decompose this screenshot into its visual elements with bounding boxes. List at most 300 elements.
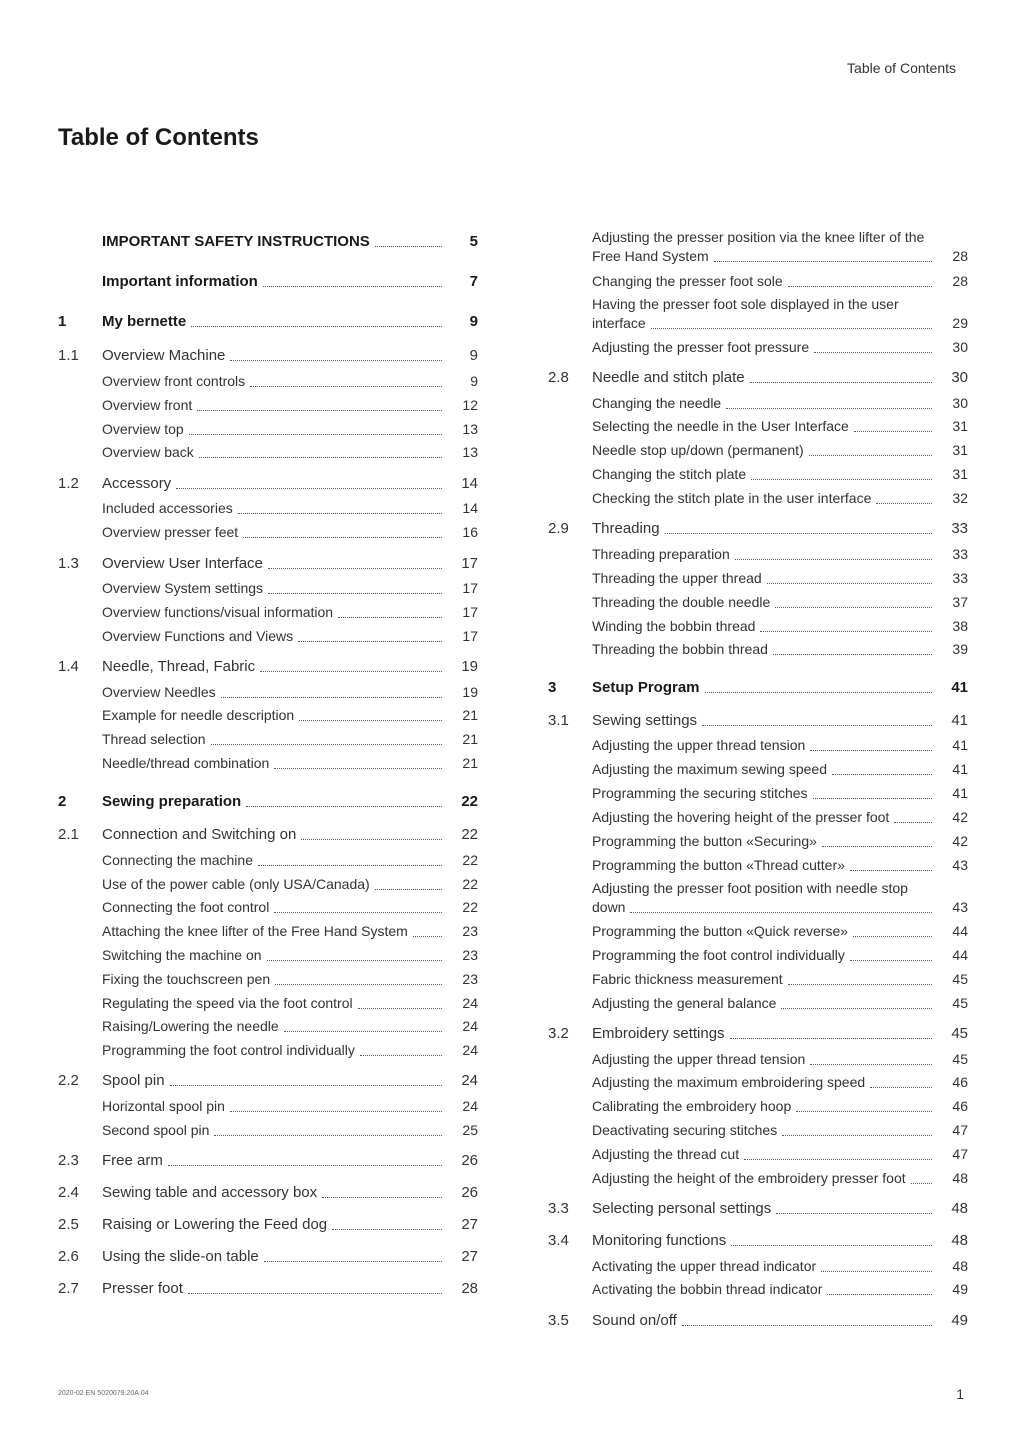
toc-entry-page: 42 bbox=[952, 809, 968, 825]
toc-entry-number: 2.8 bbox=[548, 369, 569, 386]
toc-entry[interactable] bbox=[548, 295, 968, 333]
toc-entry-number: 1.4 bbox=[58, 658, 79, 675]
dot-leader bbox=[813, 797, 932, 799]
toc-entry[interactable] bbox=[58, 627, 478, 646]
toc-entry[interactable] bbox=[58, 1151, 478, 1170]
toc-entry-page: 46 bbox=[952, 1098, 968, 1114]
dot-leader bbox=[413, 935, 442, 937]
toc-entry-title: Sewing preparation bbox=[102, 793, 242, 810]
toc-entry[interactable] bbox=[58, 1121, 478, 1140]
dot-leader bbox=[230, 359, 442, 361]
toc-entry-title: Accessory bbox=[102, 475, 172, 492]
dot-leader bbox=[809, 454, 932, 456]
toc-entry-page: 31 bbox=[952, 466, 968, 482]
toc-entry[interactable] bbox=[58, 232, 478, 251]
toc-entry-title: Overview functions/visual information bbox=[102, 604, 334, 620]
dot-leader bbox=[726, 407, 932, 409]
toc-entry-title: Overview Functions and Views bbox=[102, 628, 294, 644]
dot-leader bbox=[850, 869, 932, 871]
toc-entry[interactable] bbox=[548, 593, 968, 612]
toc-entry-title: Monitoring functions bbox=[592, 1232, 727, 1249]
dot-leader bbox=[274, 911, 442, 913]
toc-entry[interactable] bbox=[58, 946, 478, 965]
dot-leader bbox=[191, 325, 442, 327]
toc-entry-page: 21 bbox=[462, 731, 478, 747]
toc-entry[interactable] bbox=[58, 443, 478, 462]
toc-entry[interactable] bbox=[548, 1169, 968, 1188]
toc-entry-page: 13 bbox=[462, 421, 478, 437]
toc-entry[interactable] bbox=[58, 754, 478, 773]
toc-entry-page: 30 bbox=[951, 369, 968, 386]
toc-entry-title: Switching the machine on bbox=[102, 947, 262, 963]
toc-entry[interactable] bbox=[548, 994, 968, 1013]
toc-entry-title: Threading bbox=[592, 520, 660, 537]
dot-leader bbox=[260, 670, 442, 672]
toc-entry-page: 9 bbox=[469, 313, 478, 330]
toc-entry[interactable] bbox=[548, 489, 968, 508]
running-header: Table of Contents bbox=[847, 60, 956, 76]
toc-entry[interactable] bbox=[58, 523, 478, 542]
toc-entry[interactable] bbox=[548, 784, 968, 803]
dot-leader bbox=[243, 536, 442, 538]
toc-entry[interactable] bbox=[548, 640, 968, 659]
toc-entry-number: 2.2 bbox=[58, 1072, 79, 1089]
toc-entry[interactable] bbox=[548, 338, 968, 357]
toc-entry-title: Winding the bobbin thread bbox=[592, 618, 756, 634]
toc-entry[interactable] bbox=[548, 441, 968, 460]
toc-entry[interactable] bbox=[548, 368, 968, 387]
toc-entry-number: 1.3 bbox=[58, 555, 79, 572]
toc-entry-page: 49 bbox=[951, 1312, 968, 1329]
toc-entry[interactable] bbox=[548, 1073, 968, 1092]
toc-entry-title: Adjusting the hovering height of the presser foot bbox=[592, 809, 890, 825]
toc-entry[interactable] bbox=[58, 312, 478, 331]
toc-entry[interactable] bbox=[548, 1257, 968, 1276]
dot-leader bbox=[630, 911, 932, 913]
page-number: 1 bbox=[956, 1386, 964, 1402]
toc-entry-page: 48 bbox=[952, 1170, 968, 1186]
toc-entry-page: 24 bbox=[461, 1072, 478, 1089]
toc-entry-title: Adjusting the upper thread tension bbox=[592, 737, 806, 753]
toc-entry[interactable] bbox=[548, 569, 968, 588]
dot-leader bbox=[832, 773, 932, 775]
toc-entry-page: 16 bbox=[462, 524, 478, 540]
toc-entry[interactable] bbox=[548, 970, 968, 989]
toc-entry[interactable] bbox=[58, 898, 478, 917]
dot-leader bbox=[876, 502, 932, 504]
toc-entry-number: 1.2 bbox=[58, 475, 79, 492]
dot-leader bbox=[332, 1228, 442, 1230]
toc-entry-title: Adjusting the maximum embroidering speed bbox=[592, 1074, 866, 1090]
toc-entry-title: Connecting the machine bbox=[102, 852, 253, 868]
dot-leader bbox=[651, 327, 932, 329]
toc-entry-title: Programming the foot control individually bbox=[592, 947, 845, 963]
dot-leader bbox=[168, 1164, 442, 1166]
toc-entry-number: 2.6 bbox=[58, 1248, 79, 1265]
toc-entry[interactable] bbox=[548, 856, 968, 875]
toc-entry[interactable] bbox=[58, 851, 478, 870]
dot-leader bbox=[731, 1244, 932, 1246]
toc-entry-page: 45 bbox=[952, 971, 968, 987]
toc-entry[interactable] bbox=[548, 922, 968, 941]
toc-entry-title: Regulating the speed via the foot control bbox=[102, 995, 353, 1011]
dot-leader bbox=[682, 1324, 932, 1326]
toc-entry-title: Activating the upper thread indicator bbox=[592, 1258, 817, 1274]
dot-leader bbox=[767, 582, 932, 584]
toc-entry[interactable] bbox=[548, 519, 968, 538]
dot-leader bbox=[275, 983, 442, 985]
toc-entry-page: 27 bbox=[461, 1248, 478, 1265]
toc-entry-title: Having the presser foot sole displayed in the user bbox=[592, 296, 899, 312]
toc-entry-page: 24 bbox=[462, 1042, 478, 1058]
toc-entry-page: 30 bbox=[952, 395, 968, 411]
toc-entry[interactable] bbox=[58, 346, 478, 365]
toc-entry[interactable] bbox=[58, 1279, 478, 1298]
toc-entry-number: 3.5 bbox=[548, 1312, 569, 1329]
toc-entry-title: Changing the stitch plate bbox=[592, 466, 747, 482]
dot-leader bbox=[268, 592, 442, 594]
dot-leader bbox=[775, 606, 932, 608]
toc-entry[interactable] bbox=[58, 499, 478, 518]
toc-entry-number: 2 bbox=[58, 793, 67, 810]
toc-entry[interactable] bbox=[548, 736, 968, 755]
toc-entry[interactable] bbox=[58, 1017, 478, 1036]
toc-entry-page: 19 bbox=[461, 658, 478, 675]
toc-entry-title: Using the slide-on table bbox=[102, 1248, 259, 1265]
toc-entry-title: Needle stop up/down (permanent) bbox=[592, 442, 804, 458]
dot-leader bbox=[822, 845, 932, 847]
toc-entry[interactable] bbox=[58, 579, 478, 598]
dot-leader bbox=[264, 1260, 442, 1262]
toc-entry-title-continued: Free Hand System bbox=[592, 248, 709, 264]
toc-entry-title: Adjusting the presser foot pressure bbox=[592, 339, 810, 355]
dot-leader bbox=[199, 456, 442, 458]
toc-entry-page: 38 bbox=[952, 618, 968, 634]
dot-leader bbox=[176, 487, 442, 489]
toc-entry[interactable] bbox=[58, 922, 478, 941]
toc-entry-page: 43 bbox=[952, 899, 968, 915]
dot-leader bbox=[258, 864, 442, 866]
dot-leader bbox=[246, 805, 442, 807]
dot-leader bbox=[751, 478, 932, 480]
toc-entry-title: Programming the button «Quick reverse» bbox=[592, 923, 849, 939]
toc-entry-title: Changing the presser foot sole bbox=[592, 273, 783, 289]
toc-entry-page: 24 bbox=[462, 995, 478, 1011]
dot-leader bbox=[788, 285, 932, 287]
toc-entry-page: 23 bbox=[462, 971, 478, 987]
toc-entry-page: 14 bbox=[462, 500, 478, 516]
toc-entry[interactable] bbox=[548, 1231, 968, 1250]
toc-entry-title: Needle/thread combination bbox=[102, 755, 270, 771]
toc-entry-page: 27 bbox=[461, 1216, 478, 1233]
dot-leader bbox=[850, 959, 932, 961]
toc-entry-page: 7 bbox=[469, 273, 478, 290]
toc-entry[interactable] bbox=[58, 1247, 478, 1266]
toc-entry[interactable] bbox=[58, 825, 478, 844]
dot-leader bbox=[338, 616, 442, 618]
dot-leader bbox=[773, 653, 932, 655]
toc-entry-title: Use of the power cable (only USA/Canada) bbox=[102, 876, 370, 892]
toc-entry[interactable] bbox=[548, 678, 968, 697]
toc-entry-number: 2.9 bbox=[548, 520, 569, 537]
toc-entry-title: Overview System settings bbox=[102, 580, 264, 596]
toc-entry-page: 29 bbox=[952, 315, 968, 331]
toc-entry-page: 22 bbox=[462, 852, 478, 868]
toc-entry-title: Selecting personal settings bbox=[592, 1200, 772, 1217]
toc-entry[interactable] bbox=[58, 706, 478, 725]
toc-entry-page: 41 bbox=[951, 712, 968, 729]
toc-entry-title: Sound on/off bbox=[592, 1312, 677, 1329]
toc-entry-number: 1.1 bbox=[58, 347, 79, 364]
toc-entry-page: 45 bbox=[951, 1025, 968, 1042]
toc-entry[interactable] bbox=[548, 465, 968, 484]
toc-entry-page: 17 bbox=[462, 628, 478, 644]
toc-entry-page: 14 bbox=[461, 475, 478, 492]
toc-entry-title: Overview Machine bbox=[102, 347, 226, 364]
dot-leader bbox=[796, 1110, 932, 1112]
dot-leader bbox=[299, 719, 442, 721]
toc-entry-title-continued: down bbox=[592, 899, 626, 915]
toc-entry[interactable] bbox=[58, 970, 478, 989]
toc-entry-title: Embroidery settings bbox=[592, 1025, 725, 1042]
toc-entry-page: 23 bbox=[462, 923, 478, 939]
dot-leader bbox=[788, 983, 932, 985]
toc-entry-page: 32 bbox=[952, 490, 968, 506]
toc-entry-title: Sewing table and accessory box bbox=[102, 1184, 318, 1201]
toc-entry[interactable] bbox=[548, 808, 968, 827]
toc-entry[interactable] bbox=[58, 272, 478, 291]
toc-entry[interactable] bbox=[58, 875, 478, 894]
toc-entry[interactable] bbox=[58, 1071, 478, 1090]
toc-entry[interactable] bbox=[548, 1199, 968, 1218]
toc-entry-title: Thread selection bbox=[102, 731, 206, 747]
dot-leader bbox=[298, 640, 442, 642]
toc-entry-page: 31 bbox=[952, 418, 968, 434]
toc-entry-page: 5 bbox=[469, 233, 478, 250]
dot-leader bbox=[197, 409, 442, 411]
dot-leader bbox=[375, 888, 442, 890]
dot-leader bbox=[238, 512, 442, 514]
toc-entry-page: 13 bbox=[462, 444, 478, 460]
dot-leader bbox=[827, 1293, 932, 1295]
toc-entry-page: 48 bbox=[951, 1200, 968, 1217]
toc-entry[interactable] bbox=[548, 1121, 968, 1140]
toc-entry-title: Adjusting the maximum sewing speed bbox=[592, 761, 828, 777]
dot-leader bbox=[760, 630, 932, 632]
toc-entry-title: Programming the securing stitches bbox=[592, 785, 808, 801]
toc-entry-page: 41 bbox=[951, 679, 968, 696]
toc-entry-title: Raising/Lowering the needle bbox=[102, 1018, 279, 1034]
toc-entry-page: 44 bbox=[952, 923, 968, 939]
toc-entry-title: Checking the stitch plate in the user interface bbox=[592, 490, 872, 506]
toc-entry[interactable] bbox=[548, 1050, 968, 1069]
dot-leader bbox=[810, 1063, 932, 1065]
toc-entry-title: Calibrating the embroidery hoop bbox=[592, 1098, 792, 1114]
toc-entry-page: 21 bbox=[462, 755, 478, 771]
toc-entry-title: Overview Needles bbox=[102, 684, 216, 700]
dot-leader bbox=[230, 1110, 442, 1112]
toc-entry-title: Overview back bbox=[102, 444, 194, 460]
toc-entry-page: 17 bbox=[462, 604, 478, 620]
toc-entry-title: Overview presser feet bbox=[102, 524, 239, 540]
toc-entry-page: 22 bbox=[461, 826, 478, 843]
toc-entry-page: 39 bbox=[952, 641, 968, 657]
dot-leader bbox=[714, 260, 932, 262]
toc-entry-page: 28 bbox=[952, 248, 968, 264]
toc-entry-title: Adjusting the height of the embroidery presser foot bbox=[592, 1170, 906, 1186]
toc-entry-title: Threading the bobbin thread bbox=[592, 641, 768, 657]
dot-leader bbox=[375, 245, 442, 247]
dot-leader bbox=[821, 1270, 932, 1272]
toc-entry[interactable] bbox=[548, 1024, 968, 1043]
dot-leader bbox=[188, 1292, 442, 1294]
toc-entry-title: Deactivating securing stitches bbox=[592, 1122, 778, 1138]
toc-entry-title: Overview front bbox=[102, 397, 193, 413]
toc-entry[interactable] bbox=[58, 730, 478, 749]
toc-entry-title: Programming the foot control individually bbox=[102, 1042, 355, 1058]
toc-entry-page: 33 bbox=[951, 520, 968, 537]
toc-entry-number: 2.5 bbox=[58, 1216, 79, 1233]
toc-entry-page: 47 bbox=[952, 1122, 968, 1138]
toc-entry-title: My bernette bbox=[102, 313, 187, 330]
toc-entry-page: 9 bbox=[470, 373, 478, 389]
toc-entry-title: Programming the button «Thread cutter» bbox=[592, 857, 845, 873]
toc-entry[interactable] bbox=[58, 683, 478, 702]
dot-leader bbox=[730, 1037, 932, 1039]
toc-entry[interactable] bbox=[548, 1311, 968, 1330]
dot-leader bbox=[301, 838, 442, 840]
toc-entry[interactable] bbox=[548, 228, 968, 266]
toc-entry-title: Adjusting the general balance bbox=[592, 995, 777, 1011]
toc-entry-page: 23 bbox=[462, 947, 478, 963]
toc-entry[interactable] bbox=[548, 1280, 968, 1299]
toc-entry-page: 22 bbox=[462, 876, 478, 892]
toc-entry[interactable] bbox=[58, 1183, 478, 1202]
toc-entry[interactable] bbox=[58, 1215, 478, 1234]
toc-entry-title: Second spool pin bbox=[102, 1122, 210, 1138]
toc-entry-page: 28 bbox=[461, 1280, 478, 1297]
toc-entry[interactable] bbox=[58, 474, 478, 493]
toc-entry-page: 26 bbox=[461, 1152, 478, 1169]
dot-leader bbox=[894, 821, 932, 823]
toc-entry[interactable] bbox=[58, 554, 478, 573]
toc-entry[interactable] bbox=[58, 1041, 478, 1060]
toc-entry-title: Free arm bbox=[102, 1152, 163, 1169]
dot-leader bbox=[170, 1084, 442, 1086]
dot-leader bbox=[214, 1134, 442, 1136]
toc-entry-title: Connecting the foot control bbox=[102, 899, 270, 915]
toc-entry-title: Raising or Lowering the Feed dog bbox=[102, 1216, 328, 1233]
toc-entry[interactable] bbox=[58, 1097, 478, 1116]
dot-leader bbox=[702, 724, 932, 726]
dot-leader bbox=[211, 743, 442, 745]
toc-entry[interactable] bbox=[58, 420, 478, 439]
toc-entry[interactable] bbox=[548, 1097, 968, 1116]
toc-entry-page: 41 bbox=[952, 737, 968, 753]
toc-entry-page: 33 bbox=[952, 546, 968, 562]
toc-entry-page: 24 bbox=[462, 1018, 478, 1034]
toc-entry-title: Attaching the knee lifter of the Free Hand System bbox=[102, 923, 408, 939]
dot-leader bbox=[360, 1054, 442, 1056]
toc-entry-page: 43 bbox=[952, 857, 968, 873]
dot-leader bbox=[776, 1212, 932, 1214]
dot-leader bbox=[705, 691, 932, 693]
toc-entry-title: Fabric thickness measurement bbox=[592, 971, 783, 987]
dot-leader bbox=[853, 935, 932, 937]
toc-entry-number: 3.3 bbox=[548, 1200, 569, 1217]
toc-entry[interactable] bbox=[58, 657, 478, 676]
toc-entry[interactable] bbox=[548, 832, 968, 851]
toc-entry-number: 2.1 bbox=[58, 826, 79, 843]
toc-entry-title-continued: interface bbox=[592, 315, 646, 331]
dot-leader bbox=[744, 1158, 932, 1160]
toc-entry-title: Spool pin bbox=[102, 1072, 165, 1089]
toc-entry[interactable] bbox=[548, 1145, 968, 1164]
toc-entry-page: 30 bbox=[952, 339, 968, 355]
toc-entry[interactable] bbox=[58, 792, 478, 811]
toc-entry[interactable] bbox=[58, 396, 478, 415]
toc-entry-page: 24 bbox=[462, 1098, 478, 1114]
dot-leader bbox=[810, 749, 932, 751]
toc-entry-title: Included accessories bbox=[102, 500, 233, 516]
dot-leader bbox=[735, 558, 932, 560]
dot-leader bbox=[268, 567, 442, 569]
toc-entry-page: 46 bbox=[952, 1074, 968, 1090]
toc-entry[interactable] bbox=[548, 760, 968, 779]
toc-entry-number: 2.4 bbox=[58, 1184, 79, 1201]
toc-entry-number: 3.2 bbox=[548, 1025, 569, 1042]
toc-entry[interactable] bbox=[58, 603, 478, 622]
toc-entry[interactable] bbox=[548, 946, 968, 965]
dot-leader bbox=[854, 430, 932, 432]
dot-leader bbox=[750, 381, 932, 383]
toc-entry[interactable] bbox=[548, 272, 968, 291]
toc-entry-title: Adjusting the presser foot position with needle stop bbox=[592, 880, 908, 896]
toc-entry[interactable] bbox=[548, 417, 968, 436]
toc-entry-title: Needle and stitch plate bbox=[592, 369, 745, 386]
dot-leader bbox=[870, 1086, 932, 1088]
toc-entry-page: 31 bbox=[952, 442, 968, 458]
toc-entry[interactable] bbox=[58, 372, 478, 391]
toc-entry-page: 49 bbox=[952, 1281, 968, 1297]
toc-entry-page: 17 bbox=[462, 580, 478, 596]
toc-entry-number: 2.7 bbox=[58, 1280, 79, 1297]
toc-entry-page: 21 bbox=[462, 707, 478, 723]
toc-entry-page: 28 bbox=[952, 273, 968, 289]
toc-entry-page: 19 bbox=[462, 684, 478, 700]
toc-entry-page: 48 bbox=[951, 1232, 968, 1249]
toc-entry[interactable] bbox=[548, 394, 968, 413]
toc-entry-number: 2.3 bbox=[58, 1152, 79, 1169]
toc-entry[interactable] bbox=[548, 545, 968, 564]
dot-leader bbox=[782, 1134, 932, 1136]
toc-entry[interactable] bbox=[548, 617, 968, 636]
toc-entry-page: 33 bbox=[952, 570, 968, 586]
toc-entry-title: Important information bbox=[102, 273, 258, 290]
toc-entry[interactable] bbox=[548, 711, 968, 730]
toc-entry-title: Changing the needle bbox=[592, 395, 722, 411]
toc-entry[interactable] bbox=[548, 879, 968, 917]
toc-entry-number: 3.4 bbox=[548, 1232, 569, 1249]
toc-entry-page: 22 bbox=[462, 899, 478, 915]
dot-leader bbox=[358, 1007, 442, 1009]
toc-entry-page: 37 bbox=[952, 594, 968, 610]
dot-leader bbox=[274, 767, 442, 769]
toc-entry-number: 1 bbox=[58, 313, 67, 330]
toc-entry[interactable] bbox=[58, 994, 478, 1013]
toc-entry-title: Horizontal spool pin bbox=[102, 1098, 225, 1114]
toc-entry-number: 3 bbox=[548, 679, 557, 696]
